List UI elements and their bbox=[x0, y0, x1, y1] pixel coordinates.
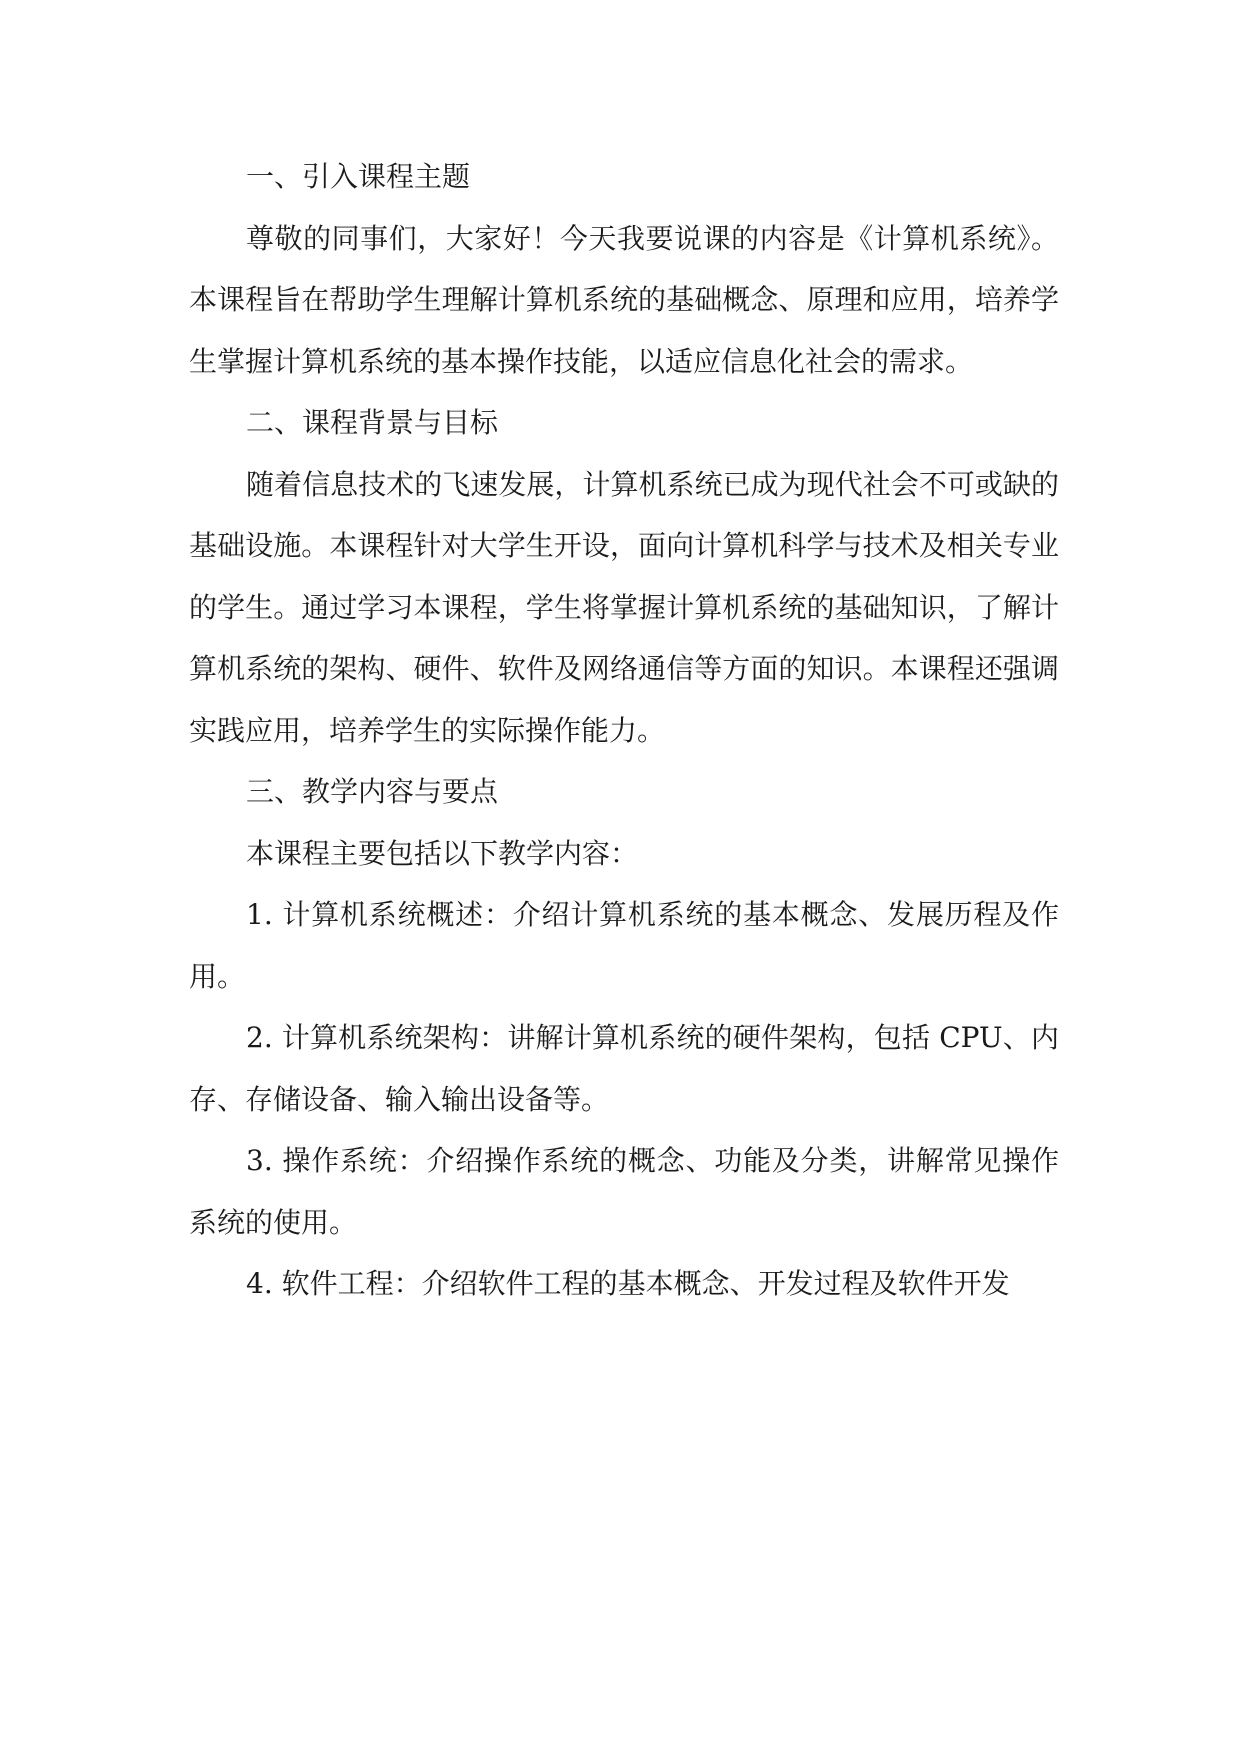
section-paragraph-2: 随着信息技术的飞速发展，计算机系统已成为现代社会不可或缺的基础设施。本课程针对大学生开设，面向计算机科学与技术及相关专业的学生。通过学习本课程，学生将掌握计算机系统的基础知识，了解计算机系统的架构、硬件、软件及网络通信等方面的知识。本课程还强调实践应用，培养学生的实际操作能力。 bbox=[189, 467, 1059, 747]
section-paragraph-1: 尊敬的同事们，大家好！今天我要说课的内容是《计算机系统》。本课程旨在帮助学生理解计算机系统的基础概念、原理和应用，培养学生掌握计算机系统的基本操作技能，以适应信息化社会的需求。 bbox=[189, 221, 1059, 378]
list-item: 1. 计算机系统概述：介绍计算机系统的基本概念、发展历程及作用。 bbox=[189, 898, 1059, 993]
list-item: 4. 软件工程：介绍软件工程的基本概念、开发过程及软件开发 bbox=[246, 1267, 1010, 1300]
section-heading-1: 一、引入课程主题 bbox=[246, 160, 471, 193]
list-item: 2. 计算机系统架构：讲解计算机系统的硬件架构，包括 CPU、内存、存储设备、输入输出设备等。 bbox=[189, 1021, 1059, 1116]
section-heading-3: 三、教学内容与要点 bbox=[246, 775, 499, 808]
list-item: 3. 操作系统：介绍操作系统的概念、功能及分类，讲解常见操作系统的使用。 bbox=[189, 1144, 1059, 1239]
section-heading-2: 二、课程背景与目标 bbox=[246, 406, 499, 439]
document-body bbox=[189, 146, 1059, 1315]
section-intro-3: 本课程主要包括以下教学内容： bbox=[246, 836, 639, 870]
